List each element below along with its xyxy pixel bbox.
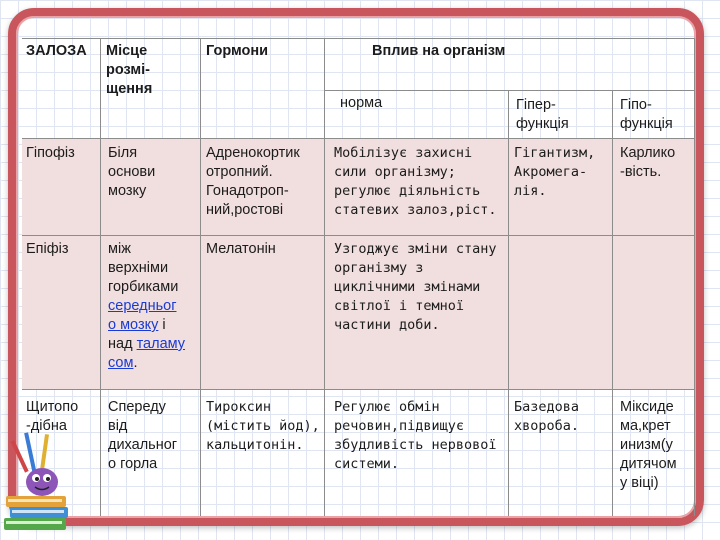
row-thyroid-norm: Регулює обмін речовин,підвищує збудливість нервової системи. [334, 399, 497, 472]
row-thyroid-hyper: Базедова хвороба. [514, 399, 580, 434]
grid-line [200, 38, 201, 516]
location-text: . [133, 355, 138, 371]
header-hormones: Гормони [206, 43, 269, 59]
header-hypo: Гіпо- функція [620, 97, 673, 132]
header-hyper: Гіпер- функція [516, 97, 569, 132]
row-pineal-norm: Узгоджує зміни стану організму з циклічними змінами світлої і темної частини доби. [334, 241, 497, 333]
row-pituitary-norm: Мобілізує захисні сили організму; регулює діяльність статевих залоз,ріст. [334, 145, 497, 218]
grid-line [508, 90, 509, 516]
grid-line [22, 235, 694, 236]
header-location: Місце розмі- щення [106, 43, 153, 97]
header-effect: Вплив на організм [372, 43, 506, 59]
location-text: і [158, 317, 166, 333]
grid-line [22, 138, 694, 139]
grid-line [22, 389, 694, 390]
books-clipart-icon [2, 430, 72, 535]
thalamus-link[interactable]: таламу [136, 336, 186, 352]
row-pituitary-hormones: Адренокортик отропний. Гонадотроп- ний,ростові [206, 145, 300, 218]
grid-line [324, 90, 694, 91]
location-text: над [108, 336, 137, 352]
grid-line [694, 38, 695, 516]
row-thyroid-gland: Щитопо -дібна [26, 399, 79, 434]
header-gland: ЗАЛОЗА [26, 43, 87, 59]
grid-line [22, 38, 694, 39]
location-line: між [108, 241, 131, 257]
row-thyroid-hormones: Тироксин (містить йод), кальцитонін. [206, 399, 320, 453]
row-thyroid-hypo: Міксиде ма,крет инизм(у дитячом у віці) [620, 399, 677, 491]
row-pituitary-hyper: Гігантизм, Акромега- лія. [514, 145, 596, 199]
row-pituitary-location: Біля основи мозку [108, 145, 156, 199]
row-thyroid-location: Спереду від дихальног о горла [108, 399, 178, 472]
location-line: горбиками [108, 279, 179, 295]
grid-line [612, 90, 613, 516]
midbrain-link[interactable]: о мозку [108, 317, 159, 333]
midbrain-link[interactable]: середньог [108, 298, 177, 314]
row-pineal-location [106, 240, 200, 373]
header-norm: норма [340, 95, 383, 111]
thalamus-link[interactable]: сом [108, 355, 134, 371]
grid-line [100, 38, 101, 516]
row-pineal-hormones: Мелатонін [206, 241, 276, 257]
location-line: верхніми [108, 260, 169, 276]
row-pituitary-gland: Гіпофіз [26, 145, 75, 161]
row-pituitary-hypo: Карлико -вість. [620, 145, 676, 180]
grid-line [324, 38, 325, 516]
row-pineal-gland: Епіфіз [26, 241, 69, 257]
